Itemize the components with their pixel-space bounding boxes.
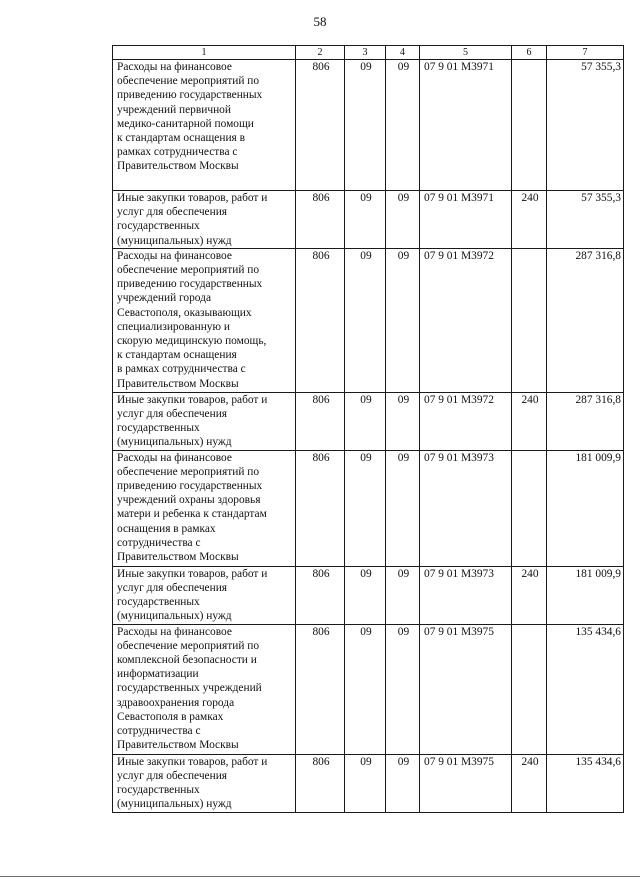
section-code: 09 xyxy=(345,248,386,392)
expense-name: Иные закупки товаров, работ и услуг для обеспечения государственных (муниципальных) нужд xyxy=(113,392,296,450)
expense-type-code: 240 xyxy=(512,566,547,624)
column-number-4: 4 xyxy=(386,46,420,60)
ministry-code: 806 xyxy=(296,191,345,249)
subsection-code: 09 xyxy=(386,60,420,191)
expense-type-code xyxy=(512,624,547,754)
column-number-7: 7 xyxy=(547,46,624,60)
expense-type-code: 240 xyxy=(512,191,547,249)
table-body xyxy=(113,60,624,813)
ministry-code: 806 xyxy=(296,754,345,812)
column-number-1: 1 xyxy=(113,46,296,60)
column-number-6: 6 xyxy=(512,46,547,60)
section-code: 09 xyxy=(345,450,386,566)
amount-value: 287 316,8 xyxy=(547,392,624,450)
subsection-code: 09 xyxy=(386,191,420,249)
target-article-code: 07 9 01 М3975 xyxy=(420,754,512,812)
target-article-code: 07 9 01 М3972 xyxy=(420,248,512,392)
table-row xyxy=(113,624,624,754)
ministry-code: 806 xyxy=(296,566,345,624)
section-code: 09 xyxy=(345,191,386,249)
expense-type-code xyxy=(512,450,547,566)
table-row xyxy=(113,60,624,191)
target-article-code: 07 9 01 М3972 xyxy=(420,392,512,450)
amount-value: 135 434,6 xyxy=(547,754,624,812)
expense-name: Иные закупки товаров, работ и услуг для обеспечения государственных (муниципальных) нужд xyxy=(113,566,296,624)
expense-type-code: 240 xyxy=(512,754,547,812)
table-row xyxy=(113,191,624,249)
amount-value: 287 316,8 xyxy=(547,248,624,392)
target-article-code: 07 9 01 М3973 xyxy=(420,566,512,624)
section-code: 09 xyxy=(345,60,386,191)
column-number-3: 3 xyxy=(345,46,386,60)
table-row xyxy=(113,392,624,450)
expense-name: Иные закупки товаров, работ и услуг для обеспечения государственных (муниципальных) нужд xyxy=(113,191,296,249)
section-code: 09 xyxy=(345,624,386,754)
ministry-code: 806 xyxy=(296,450,345,566)
ministry-code: 806 xyxy=(296,624,345,754)
target-article-code: 07 9 01 М3971 xyxy=(420,191,512,249)
ministry-code: 806 xyxy=(296,248,345,392)
table-row xyxy=(113,566,624,624)
table-row xyxy=(113,248,624,392)
subsection-code: 09 xyxy=(386,566,420,624)
subsection-code: 09 xyxy=(386,392,420,450)
subsection-code: 09 xyxy=(386,754,420,812)
subsection-code: 09 xyxy=(386,450,420,566)
expense-name: Расходы на финансовое обеспечение мероприятий по комплексной безопасности и информатизации государственных учреждений здравоохранения города Севастополя в рамках сотрудничества с Правительством Москвы xyxy=(113,624,296,754)
target-article-code: 07 9 01 М3973 xyxy=(420,450,512,566)
subsection-code: 09 xyxy=(386,624,420,754)
expense-type-code xyxy=(512,60,547,191)
amount-value: 181 009,9 xyxy=(547,450,624,566)
table-header-row xyxy=(113,46,624,60)
table-row xyxy=(113,754,624,812)
section-code: 09 xyxy=(345,392,386,450)
expense-name: Расходы на финансовое обеспечение мероприятий по приведению государственных учреждений первичной медико-санитарной помощи к стандартам оснащения в рамках сотрудничества с Правительством Москвы xyxy=(113,60,296,191)
ministry-code: 806 xyxy=(296,392,345,450)
expense-type-code xyxy=(512,248,547,392)
amount-value: 181 009,9 xyxy=(547,566,624,624)
section-code: 09 xyxy=(345,754,386,812)
expense-type-code: 240 xyxy=(512,392,547,450)
expense-name: Расходы на финансовое обеспечение мероприятий по приведению государственных учреждений города Севастополя, оказывающих специализированную и скорую медицинскую помощь, к стандартам оснащения в рамках сотрудничества с Правительством Москвы xyxy=(113,248,296,392)
expense-name: Расходы на финансовое обеспечение мероприятий по приведению государственных учреждений охраны здоровья матери и ребенка к стандартам оснащения в рамках сотрудничества с Правительством Москвы xyxy=(113,450,296,566)
column-number-5: 5 xyxy=(420,46,512,60)
table-row xyxy=(113,450,624,566)
amount-value: 135 434,6 xyxy=(547,624,624,754)
section-code: 09 xyxy=(345,566,386,624)
scan-edge-divider xyxy=(0,876,640,877)
amount-value: 57 355,3 xyxy=(547,191,624,249)
target-article-code: 07 9 01 М3975 xyxy=(420,624,512,754)
budget-table xyxy=(112,45,624,813)
page-number: 58 xyxy=(313,14,327,29)
amount-value: 57 355,3 xyxy=(547,60,624,191)
ministry-code: 806 xyxy=(296,60,345,191)
expense-name: Иные закупки товаров, работ и услуг для обеспечения государственных (муниципальных) нужд xyxy=(113,754,296,812)
subsection-code: 09 xyxy=(386,248,420,392)
target-article-code: 07 9 01 М3971 xyxy=(420,60,512,191)
column-number-2: 2 xyxy=(296,46,345,60)
